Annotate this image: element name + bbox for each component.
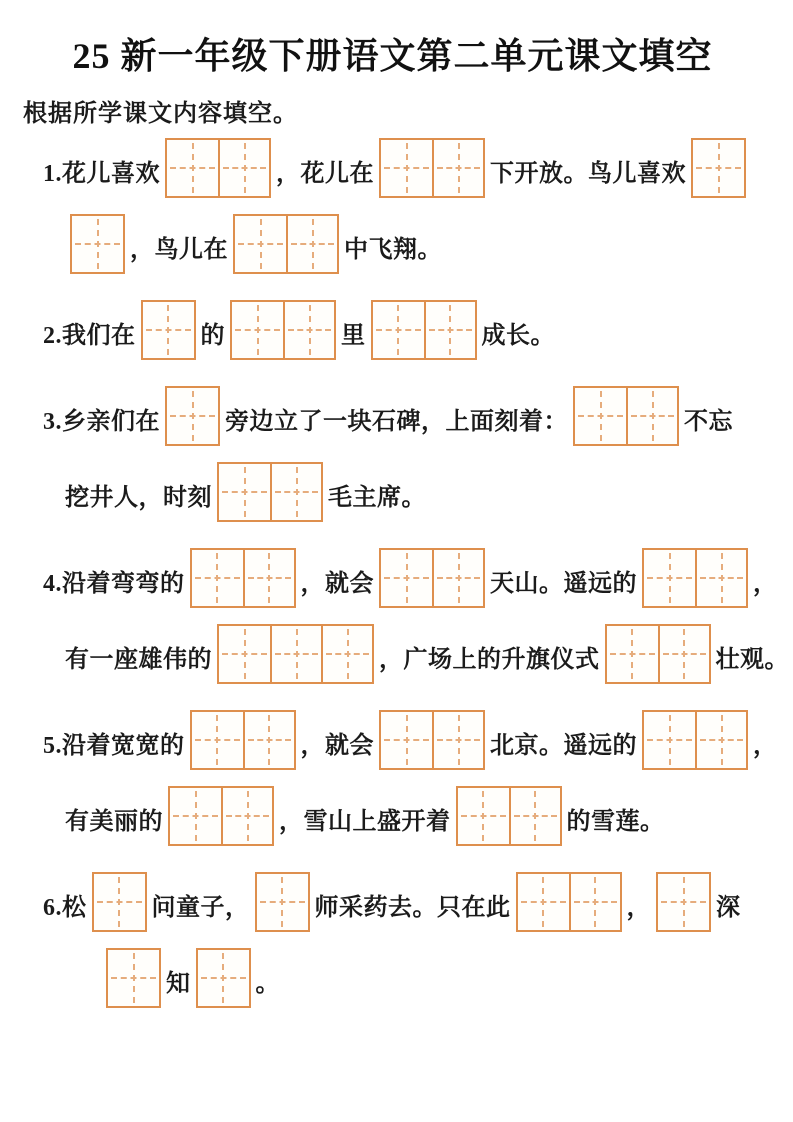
questions-list <box>0 138 789 1008</box>
question-text: 。 <box>255 971 280 998</box>
answer-cell[interactable] <box>644 712 695 768</box>
answer-cell[interactable] <box>432 712 483 768</box>
question-line <box>43 786 779 846</box>
answer-cell[interactable] <box>658 626 709 682</box>
answer-cell[interactable] <box>270 626 321 682</box>
answer-cell[interactable] <box>94 874 145 930</box>
answer-cell[interactable] <box>321 626 372 682</box>
question-text: 5.沿着宽宽的 <box>43 733 185 760</box>
question-text: 下开放。鸟儿喜欢 <box>490 161 686 188</box>
question-2 <box>43 300 779 360</box>
answer-cell[interactable] <box>72 216 123 272</box>
question-line <box>43 138 779 198</box>
question-text: 师采药去。只在此 <box>314 895 511 922</box>
answer-box-group <box>573 386 679 446</box>
answer-cell[interactable] <box>424 302 475 358</box>
answer-cell[interactable] <box>693 140 744 196</box>
question-text: 成长。 <box>481 323 555 350</box>
answer-box-group <box>190 710 296 770</box>
answer-cell[interactable] <box>221 788 272 844</box>
answer-box-group <box>456 786 562 846</box>
question-5 <box>43 710 779 846</box>
answer-box-group <box>168 786 274 846</box>
answer-box-group <box>379 710 485 770</box>
question-text: 深 <box>716 895 741 922</box>
answer-cell[interactable] <box>658 874 709 930</box>
question-text: 知 <box>166 971 191 998</box>
answer-cell[interactable] <box>695 550 746 606</box>
question-text: ， <box>626 895 651 922</box>
question-text: 壮观。 <box>715 647 789 674</box>
answer-cell[interactable] <box>243 550 294 606</box>
answer-box-group <box>165 138 271 198</box>
question-line <box>43 548 779 608</box>
question-text: 2.我们在 <box>43 323 136 350</box>
answer-box-group <box>642 710 748 770</box>
answer-box-group <box>691 138 746 198</box>
answer-box-group <box>70 214 125 274</box>
question-text: 有美丽的 <box>65 809 163 836</box>
question-text: 的 <box>200 323 225 350</box>
question-text: 中飞翔。 <box>344 237 442 264</box>
answer-cell[interactable] <box>518 874 569 930</box>
question-3 <box>43 386 779 522</box>
answer-cell[interactable] <box>575 388 626 444</box>
question-line <box>43 214 779 274</box>
question-line <box>43 462 779 522</box>
answer-cell[interactable] <box>235 216 286 272</box>
question-text: 里 <box>341 323 366 350</box>
answer-box-group <box>196 948 251 1008</box>
question-text: ，花儿在 <box>276 161 374 188</box>
question-text: 有一座雄伟的 <box>65 647 212 674</box>
question-text: ，就会 <box>300 571 374 598</box>
answer-box-group <box>642 548 748 608</box>
question-1 <box>43 138 779 274</box>
answer-cell[interactable] <box>286 216 337 272</box>
answer-cell[interactable] <box>607 626 658 682</box>
question-text: 挖井人，时刻 <box>65 485 212 512</box>
answer-box-group <box>165 386 220 446</box>
answer-box-group <box>379 548 485 608</box>
answer-box-group <box>217 462 323 522</box>
question-line <box>43 948 779 1008</box>
question-line <box>43 386 779 446</box>
question-text: 问童子， <box>151 895 250 922</box>
answer-cell[interactable] <box>219 464 270 520</box>
answer-cell[interactable] <box>192 550 243 606</box>
question-text: ，广场上的升旗仪式 <box>379 647 600 674</box>
answer-cell[interactable] <box>432 550 483 606</box>
answer-box-group <box>141 300 196 360</box>
answer-cell[interactable] <box>373 302 424 358</box>
answer-cell[interactable] <box>143 302 194 358</box>
answer-cell[interactable] <box>218 140 269 196</box>
instruction-text: 根据所学课文内容填空。 <box>23 101 298 127</box>
question-text: 1.花儿喜欢 <box>43 161 160 188</box>
answer-cell[interactable] <box>432 140 483 196</box>
answer-cell[interactable] <box>167 388 218 444</box>
answer-cell[interactable] <box>198 950 249 1006</box>
question-text: 6.松 <box>43 895 87 922</box>
question-text: 天山。遥远的 <box>490 571 637 598</box>
answer-cell[interactable] <box>509 788 560 844</box>
answer-cell[interactable] <box>108 950 159 1006</box>
answer-cell[interactable] <box>381 712 432 768</box>
question-line <box>43 872 779 932</box>
answer-box-group <box>379 138 485 198</box>
answer-box-group <box>605 624 711 684</box>
question-text: 的雪莲。 <box>566 809 665 836</box>
answer-cell[interactable] <box>170 788 221 844</box>
question-line <box>43 710 779 770</box>
answer-cell[interactable] <box>458 788 509 844</box>
answer-cell[interactable] <box>192 712 243 768</box>
answer-box-group <box>371 300 477 360</box>
answer-cell[interactable] <box>270 464 321 520</box>
answer-box-group <box>255 872 310 932</box>
question-text: 旁边立了一块石碑，上面刻着： <box>225 409 568 436</box>
answer-box-group <box>233 214 339 274</box>
answer-box-group <box>217 624 374 684</box>
answer-box-group <box>106 948 161 1008</box>
question-text: 不忘 <box>684 409 733 436</box>
answer-cell[interactable] <box>644 550 695 606</box>
page-title: 25 新一年级下册语文第二单元课文填空 <box>72 36 713 76</box>
question-6 <box>43 872 779 1008</box>
answer-box-group <box>656 872 711 932</box>
question-text: 4.沿着弯弯的 <box>43 571 185 598</box>
answer-cell[interactable] <box>626 388 677 444</box>
answer-cell[interactable] <box>695 712 746 768</box>
question-text: 毛主席。 <box>328 485 426 512</box>
answer-cell[interactable] <box>219 626 270 682</box>
question-text: 北京。遥远的 <box>490 733 637 760</box>
answer-box-group <box>190 548 296 608</box>
question-text: ，就会 <box>300 733 374 760</box>
question-text: ， <box>753 571 778 598</box>
answer-cell[interactable] <box>257 874 308 930</box>
answer-box-group <box>230 300 336 360</box>
answer-box-group <box>516 872 622 932</box>
answer-cell[interactable] <box>167 140 218 196</box>
question-text: ，雪山上盛开着 <box>279 809 451 836</box>
answer-cell[interactable] <box>381 140 432 196</box>
question-text: ，鸟儿在 <box>130 237 228 264</box>
answer-box-group <box>92 872 147 932</box>
answer-cell[interactable] <box>283 302 334 358</box>
question-line <box>43 300 779 360</box>
question-text: ， <box>753 733 778 760</box>
answer-cell[interactable] <box>243 712 294 768</box>
question-4 <box>43 548 789 684</box>
answer-cell[interactable] <box>569 874 620 930</box>
answer-cell[interactable] <box>381 550 432 606</box>
answer-cell[interactable] <box>232 302 283 358</box>
question-line <box>43 624 789 684</box>
question-text: 3.乡亲们在 <box>43 409 160 436</box>
